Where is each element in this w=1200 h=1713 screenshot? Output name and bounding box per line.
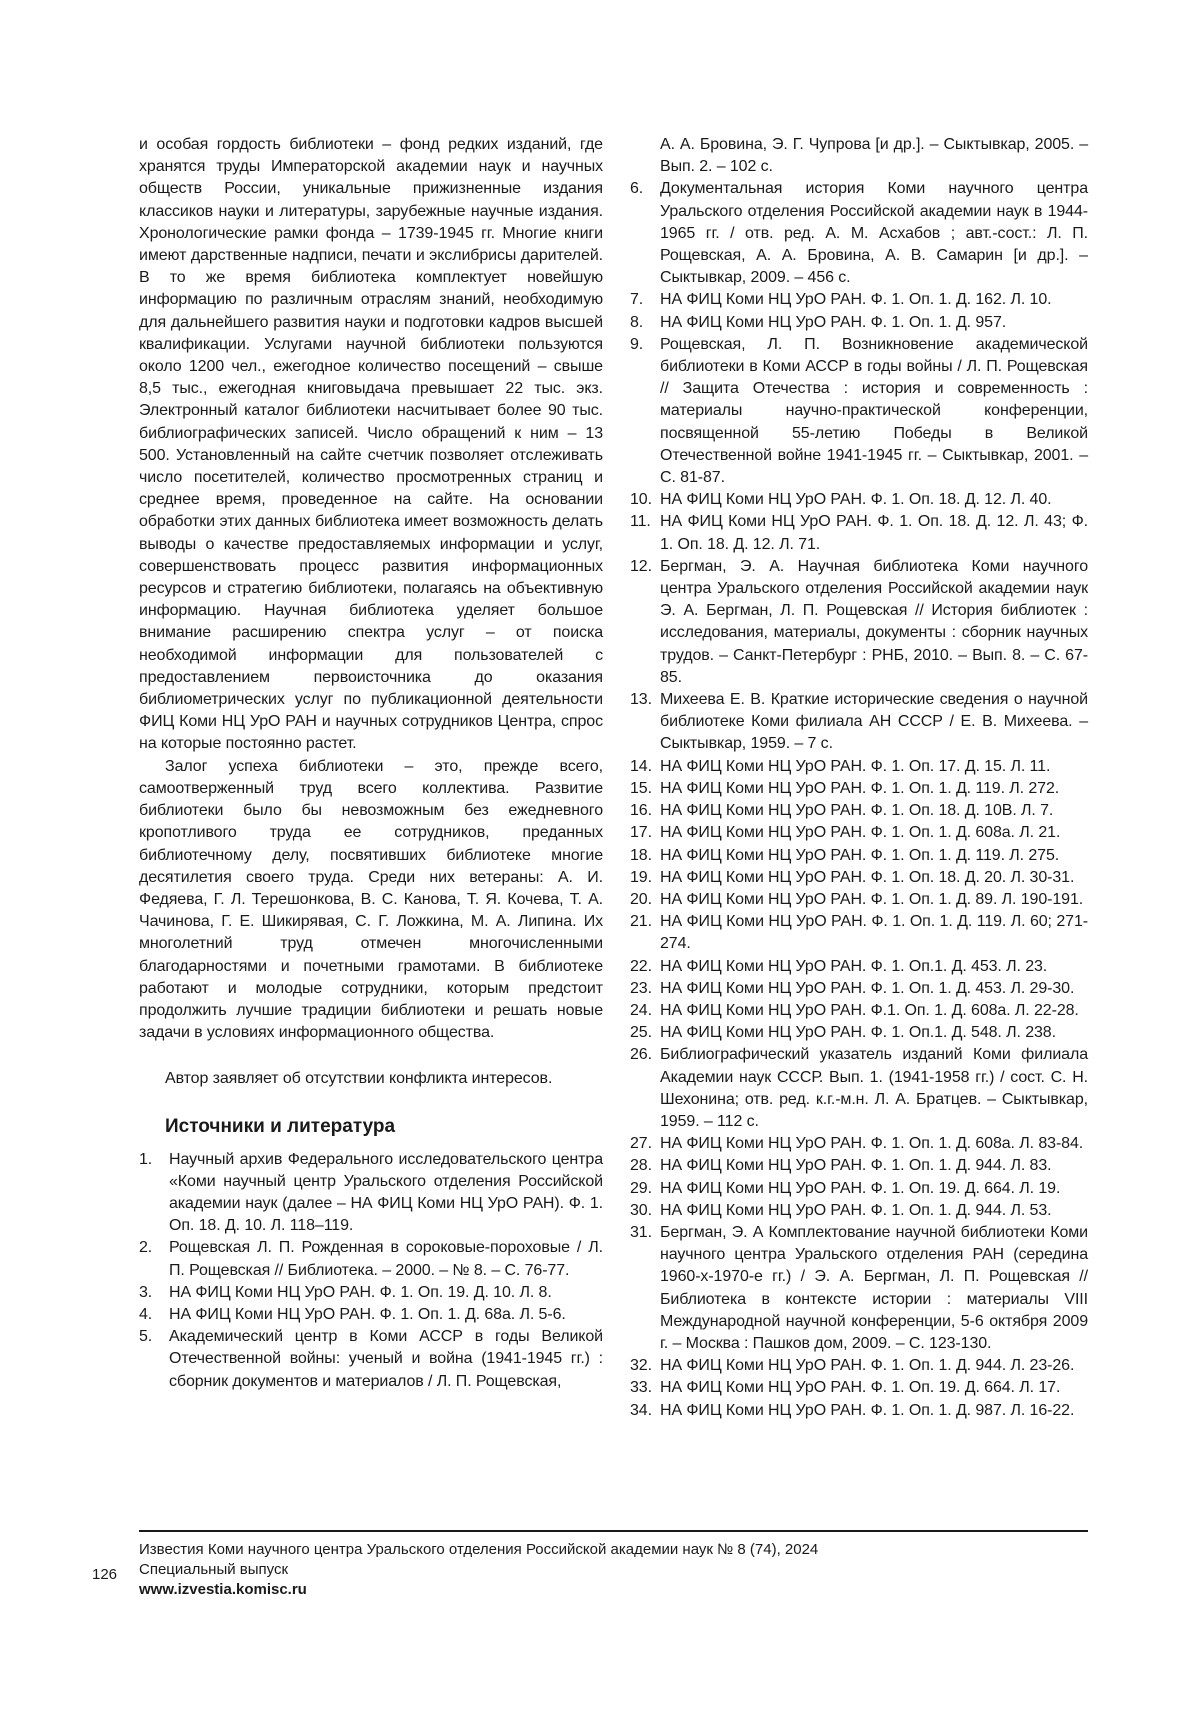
reference-item bbox=[630, 489, 1088, 511]
reference-text: НА ФИЦ Коми НЦ УрО РАН. Ф. 1. Оп.1. Д. 548. Л. 238. bbox=[660, 1024, 1056, 1042]
reference-text: НА ФИЦ Коми НЦ УрО РАН. Ф. 1. Оп. 19. Д. 664. Л. 19. bbox=[660, 1179, 1061, 1197]
reference-text: Рощевская Л. П. Рожденная в сороковые-пороховые / Л. П. Рощевская // Библиотека. – 2000. – № 8. – С. 76-77. bbox=[169, 1239, 603, 1279]
reference-number: 29. bbox=[630, 1179, 652, 1197]
reference-number: 4. bbox=[139, 1305, 153, 1323]
reference-number: 1. bbox=[139, 1150, 153, 1168]
body-paragraph: Залог успеха библиотеки – это, прежде всего, самоотверженный труд всего коллектива. Развитие библиотеки было бы невозможным без ежедневного кропотливого труда ее сотрудников, преданных библиотечному делу, посвятивших библиотеке многие десятилетия своего труда. Среди них ветераны: А. И. Федяева, Г. Л. Терешонкова, В. С. Канова, Т. Я. Кочева, Т. А. Чачинова, Г. Е. Шикирявая, С. Г. Ложкина, М. А. Липина. Их многолетний труд отмечен многочисленными благодарностями и почетными грамотами. В библиотеке работают и молодые сотрудники, которым предстоит продолжить лучшие традиции библиотеки и решать новые задачи в условиях информационного общества. bbox=[139, 757, 603, 1042]
reference-item bbox=[630, 1355, 1088, 1377]
reference-number: 26. bbox=[630, 1046, 652, 1064]
reference-text: Рощевская, Л. П. Возникновение академической библиотеки в Коми АССР в годы войны / Л. П. Рощевская // Защита Отечества : история и современность : материалы научно-практической конференции, посвященной 55-летию Победы в Великой Отечественной войне 1941-1945 гг. – Сыктывкар, 2001. – С. 81-87. bbox=[660, 335, 1088, 487]
reference-item bbox=[139, 1149, 603, 1238]
reference-text: НА ФИЦ Коми НЦ УрО РАН. Ф. 1. Оп. 18. Д. 20. Л. 30-31. bbox=[660, 868, 1075, 886]
reference-text: НА ФИЦ Коми НЦ УрО РАН. Ф. 1. Оп. 1. Д. 944. Л. 83. bbox=[660, 1157, 1052, 1175]
reference-list bbox=[139, 1149, 603, 1393]
reference-number: 15. bbox=[630, 779, 652, 797]
reference-text: НА ФИЦ Коми НЦ УрО РАН. Ф. 1. Оп. 1. Д. 119. Л. 272. bbox=[660, 779, 1060, 797]
reference-text: НА ФИЦ Коми НЦ УрО РАН. Ф. 1. Оп. 1. Д. 987. Л. 16-22. bbox=[660, 1401, 1075, 1419]
reference-number: 25. bbox=[630, 1024, 652, 1042]
reference-item bbox=[630, 1222, 1088, 1355]
reference-number: 30. bbox=[630, 1201, 652, 1219]
reference-number: 22. bbox=[630, 957, 652, 975]
page-number: 126 bbox=[92, 1566, 118, 1583]
reference-item bbox=[630, 1200, 1088, 1222]
reference-item bbox=[139, 1326, 603, 1393]
reference-text: А. А. Бровина, Э. Г. Чупрова [и др.]. – Сыктывкар, 2005. – Вып. 2. – 102 с. bbox=[660, 136, 1088, 176]
reference-text: НА ФИЦ Коми НЦ УрО РАН. Ф. 1. Оп. 18. Д. 10В. Л. 7. bbox=[660, 802, 1054, 820]
right-column bbox=[630, 134, 1088, 1422]
reference-text: Михеева Е. В. Краткие исторические сведения о научной библиотеке Коми филиала АН СССР / Е. В. Михеева. – Сыктывкар, 1959. – 7 с. bbox=[660, 691, 1088, 753]
reference-number: 9. bbox=[630, 335, 644, 353]
reference-item bbox=[630, 822, 1088, 844]
reference-number: 2. bbox=[139, 1239, 153, 1257]
reference-number: 19. bbox=[630, 868, 652, 886]
reference-text: НА ФИЦ Коми НЦ УрО РАН. Ф. 1. Оп. 1. Д. 608а. Л. 83-84. bbox=[660, 1135, 1084, 1153]
reference-text: НА ФИЦ Коми НЦ УрО РАН. Ф. 1. Оп. 1. Д. 608а. Л. 21. bbox=[660, 824, 1061, 842]
reference-number: 10. bbox=[630, 491, 652, 509]
reference-item bbox=[630, 1155, 1088, 1177]
reference-item bbox=[139, 1237, 603, 1281]
reference-text: НА ФИЦ Коми НЦ УрО РАН. Ф. 1. Оп. 1. Д. 944. Л. 23-26. bbox=[660, 1357, 1075, 1375]
reference-number: 34. bbox=[630, 1401, 652, 1419]
reference-number: 18. bbox=[630, 846, 652, 864]
reference-item bbox=[630, 889, 1088, 911]
reference-continuation bbox=[630, 134, 1088, 178]
reference-number: 8. bbox=[630, 313, 644, 331]
journal-footer bbox=[139, 1540, 1039, 1600]
reference-item bbox=[630, 556, 1088, 689]
reference-number: 28. bbox=[630, 1157, 652, 1175]
reference-text: НА ФИЦ Коми НЦ УрО РАН. Ф. 1. Оп. 1. Д. 957. bbox=[660, 313, 1007, 331]
reference-text: Документальная история Коми научного центра Уральского отделения Российской академии наук в 1944-1965 гг. / отв. ред. А. М. Асхабов ; авт.-сост.: Л. П. Рощевская, А. А. Бровина, А. В. Самарин [и др.]. – Сыктывкар, 2009. – 456 с. bbox=[660, 180, 1088, 287]
reference-number: 5. bbox=[139, 1328, 153, 1346]
reference-text: НА ФИЦ Коми НЦ УрО РАН. Ф. 1. Оп. 18. Д. 12. Л. 43; Ф. 1. Оп. 18. Д. 12. Л. 71. bbox=[660, 513, 1088, 553]
reference-item bbox=[630, 1044, 1088, 1133]
reference-item bbox=[630, 289, 1088, 311]
reference-text: Академический центр в Коми АССР в годы Великой Отечественной войны: ученый и война (1941-1945 гг.) : сборник документов и материалов / Л. П. Рощевская, bbox=[169, 1328, 603, 1390]
reference-item bbox=[630, 178, 1088, 289]
reference-text: Бергман, Э. А Комплектование научной библиотеки Коми научного центра Уральского отделения РАН (середина 1960-х-1970-е гг.) / Э. А. Бергман, Л. П. Рощевская // Библиотека в контексте истории : материалы VIII Международной научной конференции, 5-6 октября 2009 г. – Москва : Пашков дом, 2009. – С. 123-130. bbox=[660, 1223, 1088, 1352]
website-link[interactable]: www.izvestia.komisc.ru bbox=[139, 1581, 307, 1598]
issue-label: Специальный выпуск bbox=[139, 1561, 289, 1578]
reference-item bbox=[630, 956, 1088, 978]
reference-number: 24. bbox=[630, 1001, 652, 1019]
reference-text: Библиографический указатель изданий Коми филиала Академии наук СССР. Вып. 1. (1941-1958 гг.) / сост. С. Н. Шехонина; отв. ред. к.г.-м.н. Л. А. Братцев. – Сыктывкар, 1959. – 112 с. bbox=[660, 1046, 1088, 1130]
reference-number: 14. bbox=[630, 757, 652, 775]
reference-text: НА ФИЦ Коми НЦ УрО РАН. Ф. 1. Оп. 1. Д. 453. Л. 29-30. bbox=[660, 979, 1075, 997]
reference-item bbox=[630, 778, 1088, 800]
reference-item bbox=[630, 511, 1088, 555]
reference-item bbox=[630, 756, 1088, 778]
reference-item bbox=[630, 1400, 1088, 1422]
reference-item bbox=[630, 312, 1088, 334]
reference-number: 6. bbox=[630, 180, 644, 198]
reference-number: 3. bbox=[139, 1283, 153, 1301]
reference-number: 13. bbox=[630, 691, 652, 709]
reference-number: 33. bbox=[630, 1379, 652, 1397]
reference-list bbox=[630, 134, 1088, 178]
reference-text: НА ФИЦ Коми НЦ УрО РАН. Ф. 1. Оп. 1. Д. 68а. Л. 5-6. bbox=[169, 1305, 566, 1323]
reference-text: НА ФИЦ Коми НЦ УрО РАН. Ф. 1. Оп.1. Д. 453. Л. 23. bbox=[660, 957, 1048, 975]
reference-text: НА ФИЦ Коми НЦ УрО РАН. Ф. 1. Оп. 1. Д. 119. Л. 275. bbox=[660, 846, 1060, 864]
reference-item bbox=[630, 845, 1088, 867]
reference-number: 23. bbox=[630, 979, 652, 997]
reference-text: Бергман, Э. А. Научная библиотека Коми научного центра Уральского отделения Российской академии наук Э. А. Бергман, Л. П. Рощевская // История библиотек : исследования, материалы, документы : сборник научных трудов. – Санкт-Петербург : РНБ, 2010. – Вып. 8. – С. 67-85. bbox=[660, 557, 1088, 686]
reference-item bbox=[630, 867, 1088, 889]
reference-number: 27. bbox=[630, 1135, 652, 1153]
reference-item bbox=[630, 978, 1088, 1000]
reference-text: НА ФИЦ Коми НЦ УрО РАН. Ф. 1. Оп. 1. Д. 89. Л. 190-191. bbox=[660, 890, 1084, 908]
reference-text: НА ФИЦ Коми НЦ УрО РАН. Ф.1. Оп. 1. Д. 608а. Л. 22-28. bbox=[660, 1001, 1079, 1019]
body-paragraph: и особая гордость библиотеки – фонд редких изданий, где хранятся труды Императорской академии наук и научных обществ России, уникальные прижизненные издания классиков науки и литературы, зарубежные научные издания. Хронологические рамки фонда – 1739-1945 гг. Многие книги имеют дарственные надписи, печати и экслибрисы дарителей. В то же время библиотека комплектует новейшую информацию по различным отраслям знаний, необходимую для дальнейшего развития науки и подготовки кадров высшей квалификации. Услугами научной библиотеки пользуются около 1200 чел., ежегодное количество посещений – свыше 8,5 тыс., ежегодная книговыдача превышает 22 тыс. экз. Электронный каталог библиотеки насчитывает более 90 тыс. библиографических записей. Число обращений к ним – 13 500. Установленный на сайте счетчик позволяет отслеживать число посетителей, количество просмотренных страниц и среднее время, проведенное на сайте. На основании обработки этих данных библиотека имеет возможность делать выводы о качестве предоставляемых информации и услуг, совершенствовать процесс развития информационных ресурсов и стратегию библиотеки, полагаясь на объективную информацию. Научная библиотека уделяет большое внимание расширению спектра услуг – от поиска необходимой информации для пользователей с предоставлением первоисточника до оказания библиометрических услуг по публикационной деятельности ФИЦ Коми НЦ УрО РАН и научных сотрудников Центра, спрос на которые постоянно растет. bbox=[139, 136, 603, 753]
footer-divider bbox=[139, 1530, 1088, 1532]
reference-item bbox=[630, 689, 1088, 756]
reference-text: НА ФИЦ Коми НЦ УрО РАН. Ф. 1. Оп. 1. Д. 162. Л. 10. bbox=[660, 291, 1052, 309]
reference-item bbox=[630, 1133, 1088, 1155]
reference-item bbox=[630, 1377, 1088, 1399]
reference-item bbox=[630, 911, 1088, 955]
reference-item bbox=[139, 1304, 603, 1326]
reference-text: НА ФИЦ Коми НЦ УрО РАН. Ф. 1. Оп. 19. Д. 10. Л. 8. bbox=[169, 1283, 552, 1301]
reference-text: НА ФИЦ Коми НЦ УрО РАН. Ф. 1. Оп. 17. Д. 15. Л. 11. bbox=[660, 757, 1051, 775]
reference-number: 21. bbox=[630, 913, 652, 931]
reference-text: Научный архив Федерального исследовательского центра «Коми научный центр Уральского отделения Российской академии наук (далее – НА ФИЦ Коми НЦ УрО РАН). Ф. 1. Оп. 18. Д. 10. Л. 118–119. bbox=[169, 1150, 603, 1235]
reference-number: 16. bbox=[630, 802, 652, 820]
reference-number: 7. bbox=[630, 291, 644, 309]
reference-number: 20. bbox=[630, 890, 652, 908]
reference-number: 32. bbox=[630, 1357, 652, 1375]
reference-number: 12. bbox=[630, 557, 652, 575]
reference-item bbox=[630, 1178, 1088, 1200]
reference-item bbox=[630, 800, 1088, 822]
reference-list bbox=[630, 178, 1088, 1421]
reference-text: НА ФИЦ Коми НЦ УрО РАН. Ф. 1. Оп. 18. Д. 12. Л. 40. bbox=[660, 491, 1052, 509]
reference-number: 31. bbox=[630, 1223, 652, 1241]
reference-number: 11. bbox=[630, 513, 651, 531]
reference-item bbox=[630, 1000, 1088, 1022]
journal-title: Известия Коми научного центра Уральского отделения Российской академии наук № 8 (74), 2024 bbox=[139, 1541, 819, 1558]
reference-item bbox=[630, 1022, 1088, 1044]
reference-number: 17. bbox=[630, 824, 652, 842]
reference-item bbox=[630, 334, 1088, 489]
reference-item bbox=[139, 1282, 603, 1304]
reference-text: НА ФИЦ Коми НЦ УрО РАН. Ф. 1. Оп. 19. Д. 664. Л. 17. bbox=[660, 1379, 1061, 1397]
conflict-of-interest-statement: Автор заявляет об отсутствии конфликта интересов. bbox=[165, 1070, 553, 1088]
sources-heading: Источники и литература bbox=[165, 1115, 396, 1137]
left-column bbox=[139, 134, 603, 1393]
reference-text: НА ФИЦ Коми НЦ УрО РАН. Ф. 1. Оп. 1. Д. 944. Л. 53. bbox=[660, 1201, 1052, 1219]
reference-text: НА ФИЦ Коми НЦ УрО РАН. Ф. 1. Оп. 1. Д. 119. Л. 60; 271-274. bbox=[660, 913, 1088, 953]
